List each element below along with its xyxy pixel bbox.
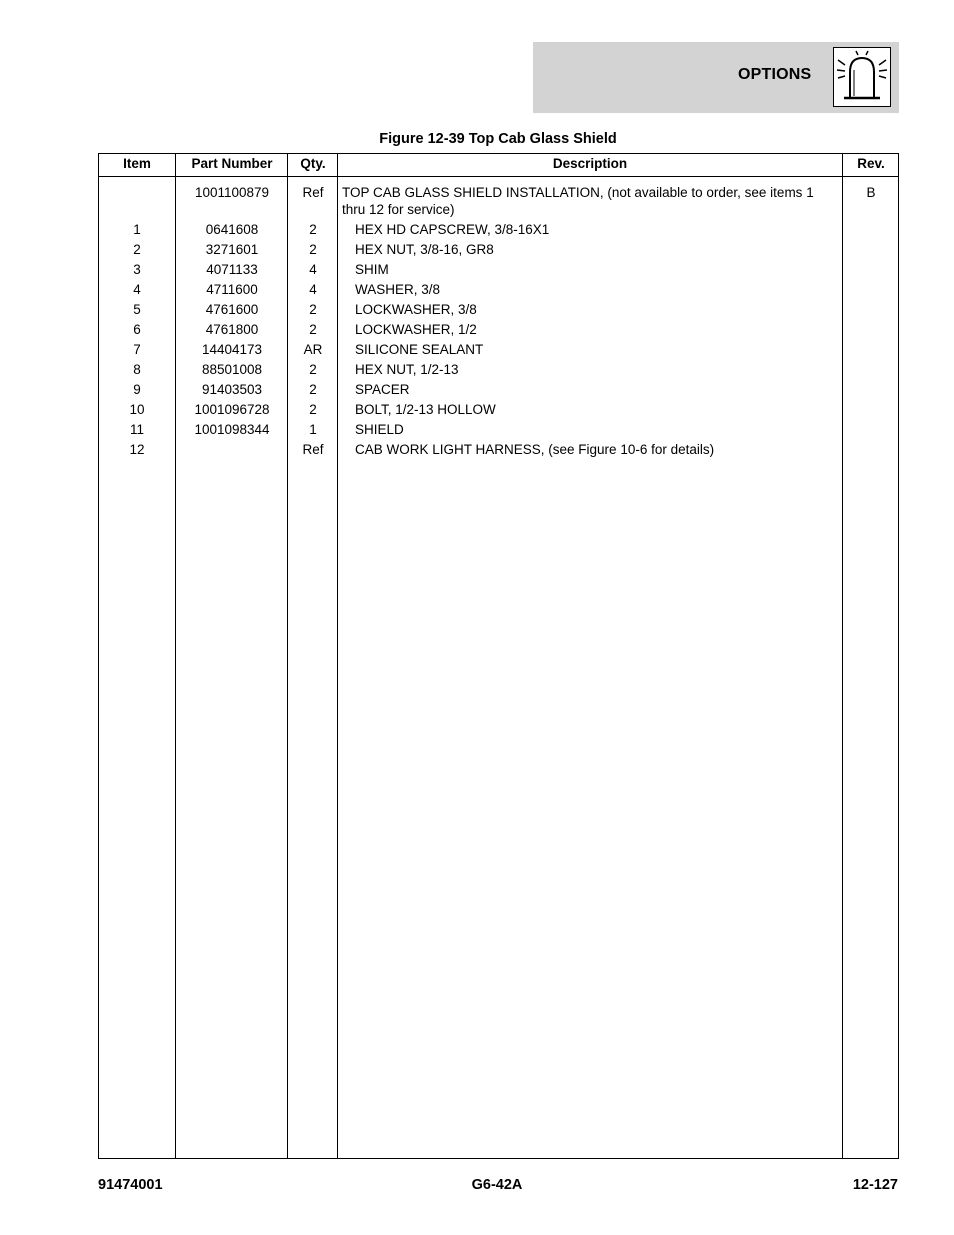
qty-cell: 2 bbox=[309, 222, 317, 237]
section-title: OPTIONS bbox=[738, 66, 812, 83]
description-cell: LOCKWASHER, 1/2 bbox=[355, 322, 477, 337]
part-number-cell: 4711600 bbox=[206, 282, 258, 297]
item-cell: 4 bbox=[133, 282, 141, 297]
description-cell: HEX NUT, 3/8-16, GR8 bbox=[355, 242, 494, 257]
table-row bbox=[99, 401, 898, 421]
qty-cell: 4 bbox=[309, 262, 317, 277]
parts-table bbox=[98, 153, 899, 1159]
qty-cell: 4 bbox=[309, 282, 317, 297]
part-number-cell: 4761600 bbox=[205, 302, 259, 317]
item-cell: 7 bbox=[133, 342, 141, 357]
table-row bbox=[99, 221, 898, 241]
table-row bbox=[99, 301, 898, 321]
part-number-cell: 1001098344 bbox=[194, 422, 270, 437]
table-row bbox=[99, 261, 898, 281]
footer-doc-number: 91474001 bbox=[98, 1177, 163, 1193]
description-cell: WASHER, 3/8 bbox=[355, 282, 441, 297]
column-header-qty: Qty. bbox=[300, 156, 326, 171]
qty-cell: 2 bbox=[309, 362, 317, 377]
item-cell: 10 bbox=[129, 402, 145, 417]
qty-cell: 1 bbox=[309, 422, 317, 437]
column-header-part-number: Part Number bbox=[191, 156, 273, 171]
column-header-rev: Rev. bbox=[857, 156, 885, 171]
item-cell: 3 bbox=[133, 262, 141, 277]
table-row bbox=[99, 421, 898, 441]
table-row bbox=[99, 341, 898, 361]
item-cell: 9 bbox=[133, 382, 141, 397]
table-row bbox=[99, 184, 898, 221]
qty-cell: 2 bbox=[309, 302, 317, 317]
description-cell: SILICONE SEALANT bbox=[355, 342, 484, 357]
qty-cell: 2 bbox=[309, 382, 317, 397]
item-cell: 11 bbox=[129, 422, 144, 437]
figure-title: Figure 12-39 Top Cab Glass Shield bbox=[379, 131, 617, 147]
qty-cell: 2 bbox=[309, 242, 317, 257]
item-cell: 5 bbox=[133, 302, 141, 317]
description-cell: HEX HD CAPSCREW, 3/8-16X1 bbox=[355, 222, 550, 237]
table-row bbox=[99, 281, 898, 301]
part-number-cell: 88501008 bbox=[201, 362, 263, 377]
qty-cell: Ref bbox=[302, 442, 324, 457]
description-cell: CAB WORK LIGHT HARNESS, (see Figure 10-6 for details) bbox=[355, 442, 715, 457]
part-number-cell: 1001100879 bbox=[194, 185, 270, 200]
item-cell: 6 bbox=[133, 322, 141, 337]
part-number-cell: 3271601 bbox=[205, 242, 259, 257]
qty-cell: Ref bbox=[302, 185, 324, 200]
item-cell: 1 bbox=[133, 222, 141, 237]
part-number-cell: 14404173 bbox=[201, 342, 263, 357]
description-cell: SHIM bbox=[355, 262, 389, 277]
table-row bbox=[99, 321, 898, 341]
part-number-cell: 4761800 bbox=[205, 322, 259, 337]
description-cell: HEX NUT, 1/2-13 bbox=[355, 362, 459, 377]
part-number-cell: 91403503 bbox=[201, 382, 263, 397]
part-number-cell: 1001096728 bbox=[194, 402, 270, 417]
description-cell: SPACER bbox=[355, 382, 410, 397]
beacon-light-icon bbox=[833, 47, 891, 107]
rev-cell: B bbox=[866, 185, 876, 200]
footer-model: G6-42A bbox=[471, 1177, 523, 1193]
item-cell: 8 bbox=[133, 362, 141, 377]
part-number-cell: 0641608 bbox=[205, 222, 259, 237]
qty-cell: AR bbox=[303, 342, 323, 357]
table-row bbox=[99, 381, 898, 401]
description-cell: TOP CAB GLASS SHIELD INSTALLATION, (not available to order, see items 1 thru 12 for service) bbox=[342, 185, 814, 217]
part-number-cell: 4071133 bbox=[206, 262, 258, 277]
item-cell: 12 bbox=[129, 442, 145, 457]
description-cell: SHIELD bbox=[355, 422, 404, 437]
description-cell: BOLT, 1/2-13 HOLLOW bbox=[355, 402, 496, 417]
qty-cell: 2 bbox=[309, 322, 317, 337]
qty-cell: 2 bbox=[309, 402, 317, 417]
footer-page-number: 12-127 bbox=[852, 1177, 898, 1193]
table-row bbox=[99, 361, 898, 381]
column-header-item: Item bbox=[123, 156, 151, 171]
item-cell: 2 bbox=[133, 242, 141, 257]
column-header-description: Description bbox=[552, 156, 628, 171]
table-row bbox=[99, 241, 898, 261]
description-cell: LOCKWASHER, 3/8 bbox=[355, 302, 477, 317]
table-row bbox=[99, 441, 898, 461]
